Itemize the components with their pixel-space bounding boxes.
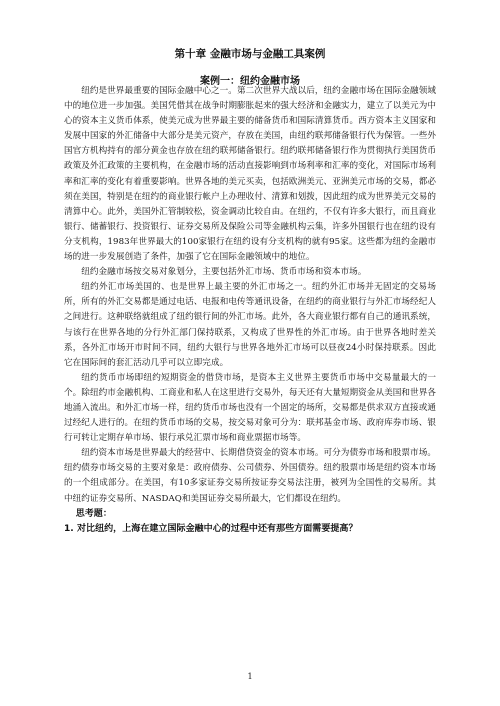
page-number: 1 [247,672,253,681]
questions-heading: 思考题： [75,508,112,519]
chapter-title: 第十章 金融市场与金融工具案例 [174,48,326,60]
paragraph: 纽约金融市场按交易对象划分，主要包括外汇市场、货币市场和资本市场。 [81,267,367,278]
document-body [64,84,436,537]
paragraph: 纽约外汇市场美国的、也是世界上最主要的外汇市场之一。纽约外汇市场并无固定的交易场所，所有的外汇交易都是通过电话、电报和电传等通讯设备，在纽约的商业银行与外汇市场经纪人之间进行。这种联络就组成了纽约银行间的外汇市场。此外，各大商业银行都有自己的通讯系统，与该行在世界各地的分行外汇部门保持联系，又构成了世界性的外汇市场。由于世界各地时差关系，各外汇市场开市时间不同，纽约大银行与世界各地外汇市场可以昼夜24小时保持联系。因此它在国际间的套汇活动几乎可以立即完成。 [64,282,436,368]
paragraph: 纽约货币市场即纽约短期资金的借贷市场，是资本主义世界主要货币市场中交易量最大的一个。除纽约市金融机构、工商业和私人在这里进行交易外，每天还有大量短期资金从美国和世界各地涌入流出。和外汇市场一样，纽约货币市场也没有一个固定的场所，交易都是供求双方直接或通过经纪人进行的。在纽约货币市场的交易，按交易对象可分为：联邦基金市场、政府库券市场、银行可转让定期存单市场、银行承兑汇票市场和商业票据市场等。 [64,372,436,444]
paragraph: 纽约是世界最重要的国际金融中心之一。第二次世界大战以后，纽约金融市场在国际金融领域中的地位进一步加强。美国凭借其在战争时期膨胀起来的强大经济和金融实力，建立了以美元为中心的资本主义货币体系，使美元成为世界最主要的储备货币和国际清算货币。西方资本主义国家和发展中国家的外汇储备中大部分是美元资产，存放在美国，由纽约联邦储备银行代为保管。一些外国官方机构持有的部分黄金也存放在纽约联邦储备银行。纽约联邦储备银行作为贯彻执行美国货币政策及外汇政策的主要机构，在金融市场的活动直接影响到市场利率和汇率的变化，对国际市场利率和汇率的变化有着重要影响。世界各地的美元买卖，包括欧洲美元、亚洲美元市场的交易，都必须在美国，特别是在纽约的商业银行帐户上办理收付、清算和划拨，因此纽约成为世界美元交易的清算中心。此外，美国外汇管制较松，资金调动比较自由。在纽约，不仅有许多大银行，而且商业银行、储蓄银行、投资银行、证券交易所及保险公司等金融机构云集，许多外国银行也在纽约设有分支机构，1983年世界最大的100家银行在纽约设有分支机构的就有95家。这些都为纽约金融市场的进一步发展创造了条件，加强了它在国际金融领域中的地位。 [64,86,436,263]
case-title: 案例一：纽约金融市场 [200,76,300,87]
question-item: 1. 对比纽约，上海在建立国际金融中心的过程中还有那些方面需要提高？ [64,523,358,534]
paragraph: 纽约资本市场是世界最大的经营中、长期借贷资金的资本市场。可分为债券市场和股票市场。纽约债券市场交易的主要对象是：政府债券、公司债券、外国债券。纽约股票市场是纽约资本市场的一个组成部分。在美国，有10多家证券交易所按证券交易法注册，被列为全国性的交易所。其中纽约证券交易所、NASDAQ和美国证券交易所最大，它们都设在纽约。 [64,448,436,504]
